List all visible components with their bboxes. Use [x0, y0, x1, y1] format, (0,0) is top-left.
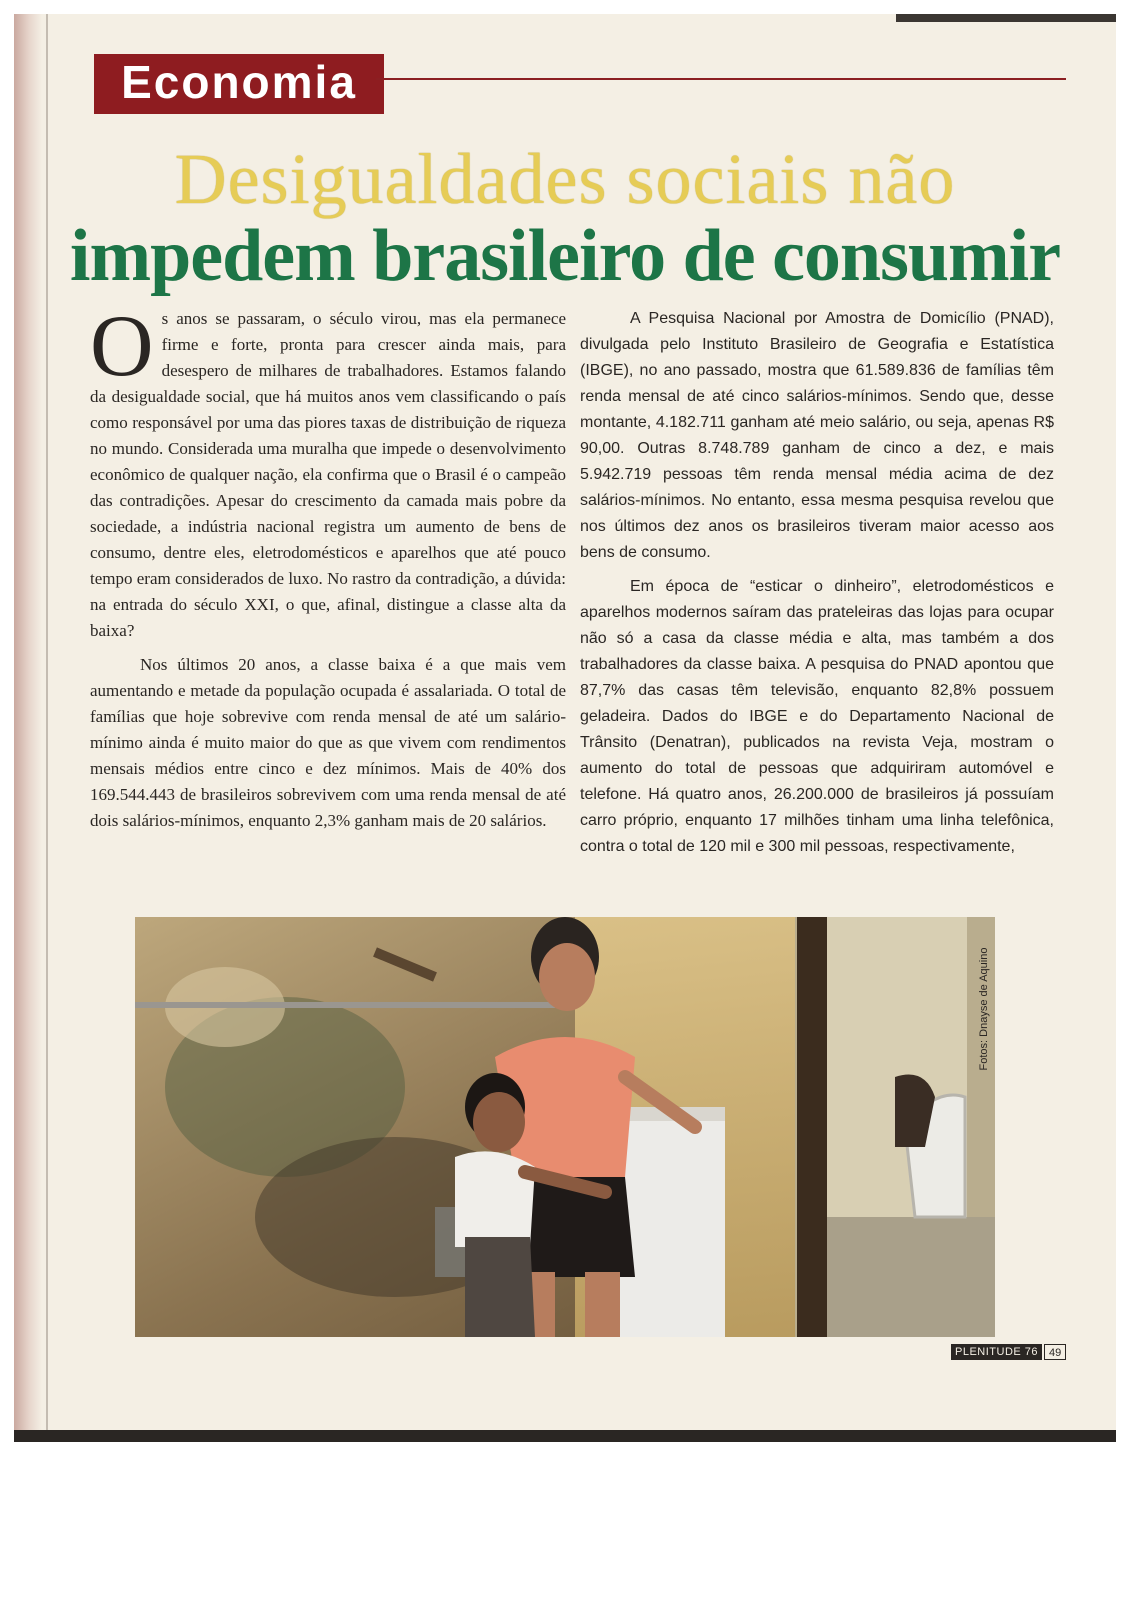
- headline-line-2: impedem brasileiro de consumir: [69, 215, 1061, 297]
- section-label: Economia: [94, 54, 384, 114]
- photo-credit-text: Fotos: Dnayse de Aquino: [978, 947, 990, 1071]
- photo-illustration: [135, 917, 995, 1337]
- drop-cap: O: [90, 298, 154, 395]
- page-footer: [951, 1344, 1066, 1360]
- magazine-page: [14, 14, 1116, 1442]
- page-number: 49: [1044, 1344, 1066, 1360]
- article-photo: [135, 917, 995, 1337]
- magazine-name: PLENITUDE 76: [951, 1344, 1042, 1360]
- bottom-edge-shadow: [14, 1430, 1116, 1442]
- article-column-right: [580, 306, 1054, 868]
- top-edge-shadow: [896, 14, 1116, 22]
- photo-credit: [974, 934, 994, 1084]
- paragraph-3: A Pesquisa Nacional por Amostra de Domicílio (PNAD), divulgada pelo Instituto Brasileiro de Geografia e Estatística (IBGE), no ano passado, mostra que 61.589.836 de famílias têm renda mensal de até cinco salários-mínimos. Sendo que, desse montante, 4.182.711 ganham até meio salário, ou seja, apenas R$ 90,00. Outras 8.748.789 ganham de cinco a dez, e mais 5.942.719 pessoas têm renda mensal média acima de dez salários-mínimos. No entanto, essa mesma pesquisa revelou que nos últimos dez anos os brasileiros tiveram maior acesso aos bens de consumo.: [580, 310, 1054, 561]
- paragraph-2: Nos últimos 20 anos, a classe baixa é a que mais vem aumentando e metade da população ocupada é assalariada. O total de famílias que hoje sobrevive com renda mensal de até um salário-mínimo ainda é muito maior do que as que vivem com rendimentos mensais médios entre cinco e dez mínimos. Mais de 40% dos 169.544.443 de brasileiros sobrevivem com uma renda mensal de até dois salários-mínimos, enquanto 2,3% ganham mais de 20 salários.: [90, 655, 566, 830]
- article-column-left: [90, 298, 566, 842]
- header-rule: [376, 78, 1066, 80]
- paragraph-4: Em época de “esticar o dinheiro”, eletrodomésticos e aparelhos modernos saíram das prateleiras das lojas para ocupar não só a casa da classe média e alta, mas também a dos trabalhadores da classe baixa. A pesquisa do PNAD apontou que 87,7% das casas têm televisão, enquanto 82,8% possuem geladeira. Dados do IBGE e do Departamento Nacional de Trânsito (Denatran), publicados na revista Veja, mostram o aumento do total de pessoas que adquiriram automóvel e telefone. Há quatro anos, 26.200.000 de brasileiros já possuíam carro próprio, enquanto 17 milhões tinham uma linha telefônica, contra o total de 120 mil e 300 mil pessoas, respectivamente,: [580, 578, 1054, 855]
- paragraph-1: [90, 298, 566, 644]
- paragraph-1-text: s anos se passaram, o século virou, mas ela permanece firme e forte, pronta para crescer ainda mais, para desespero de milhares de trabalhadores. Estamos falando da desigualdade social, que há muitos anos vem classificando o país como responsável por uma das piores taxas de distribuição de riqueza no mundo. Considerada uma muralha que impede o desenvolvimento econômico de qualquer nação, ela confirma que o Brasil é o campeão das contradições. Apesar do crescimento da camada mais pobre da sociedade, a indústria nacional registra um aumento de bens de consumo, dentre eles, eletrodomésticos e aparelhos que até pouco tempo eram considerados de luxo. No rastro da contradição, a dúvida: na entrada do século XXI, o que, afinal, distingue a classe alta da baixa?: [90, 309, 566, 640]
- headline-line-1: Desigualdades sociais não: [174, 139, 956, 219]
